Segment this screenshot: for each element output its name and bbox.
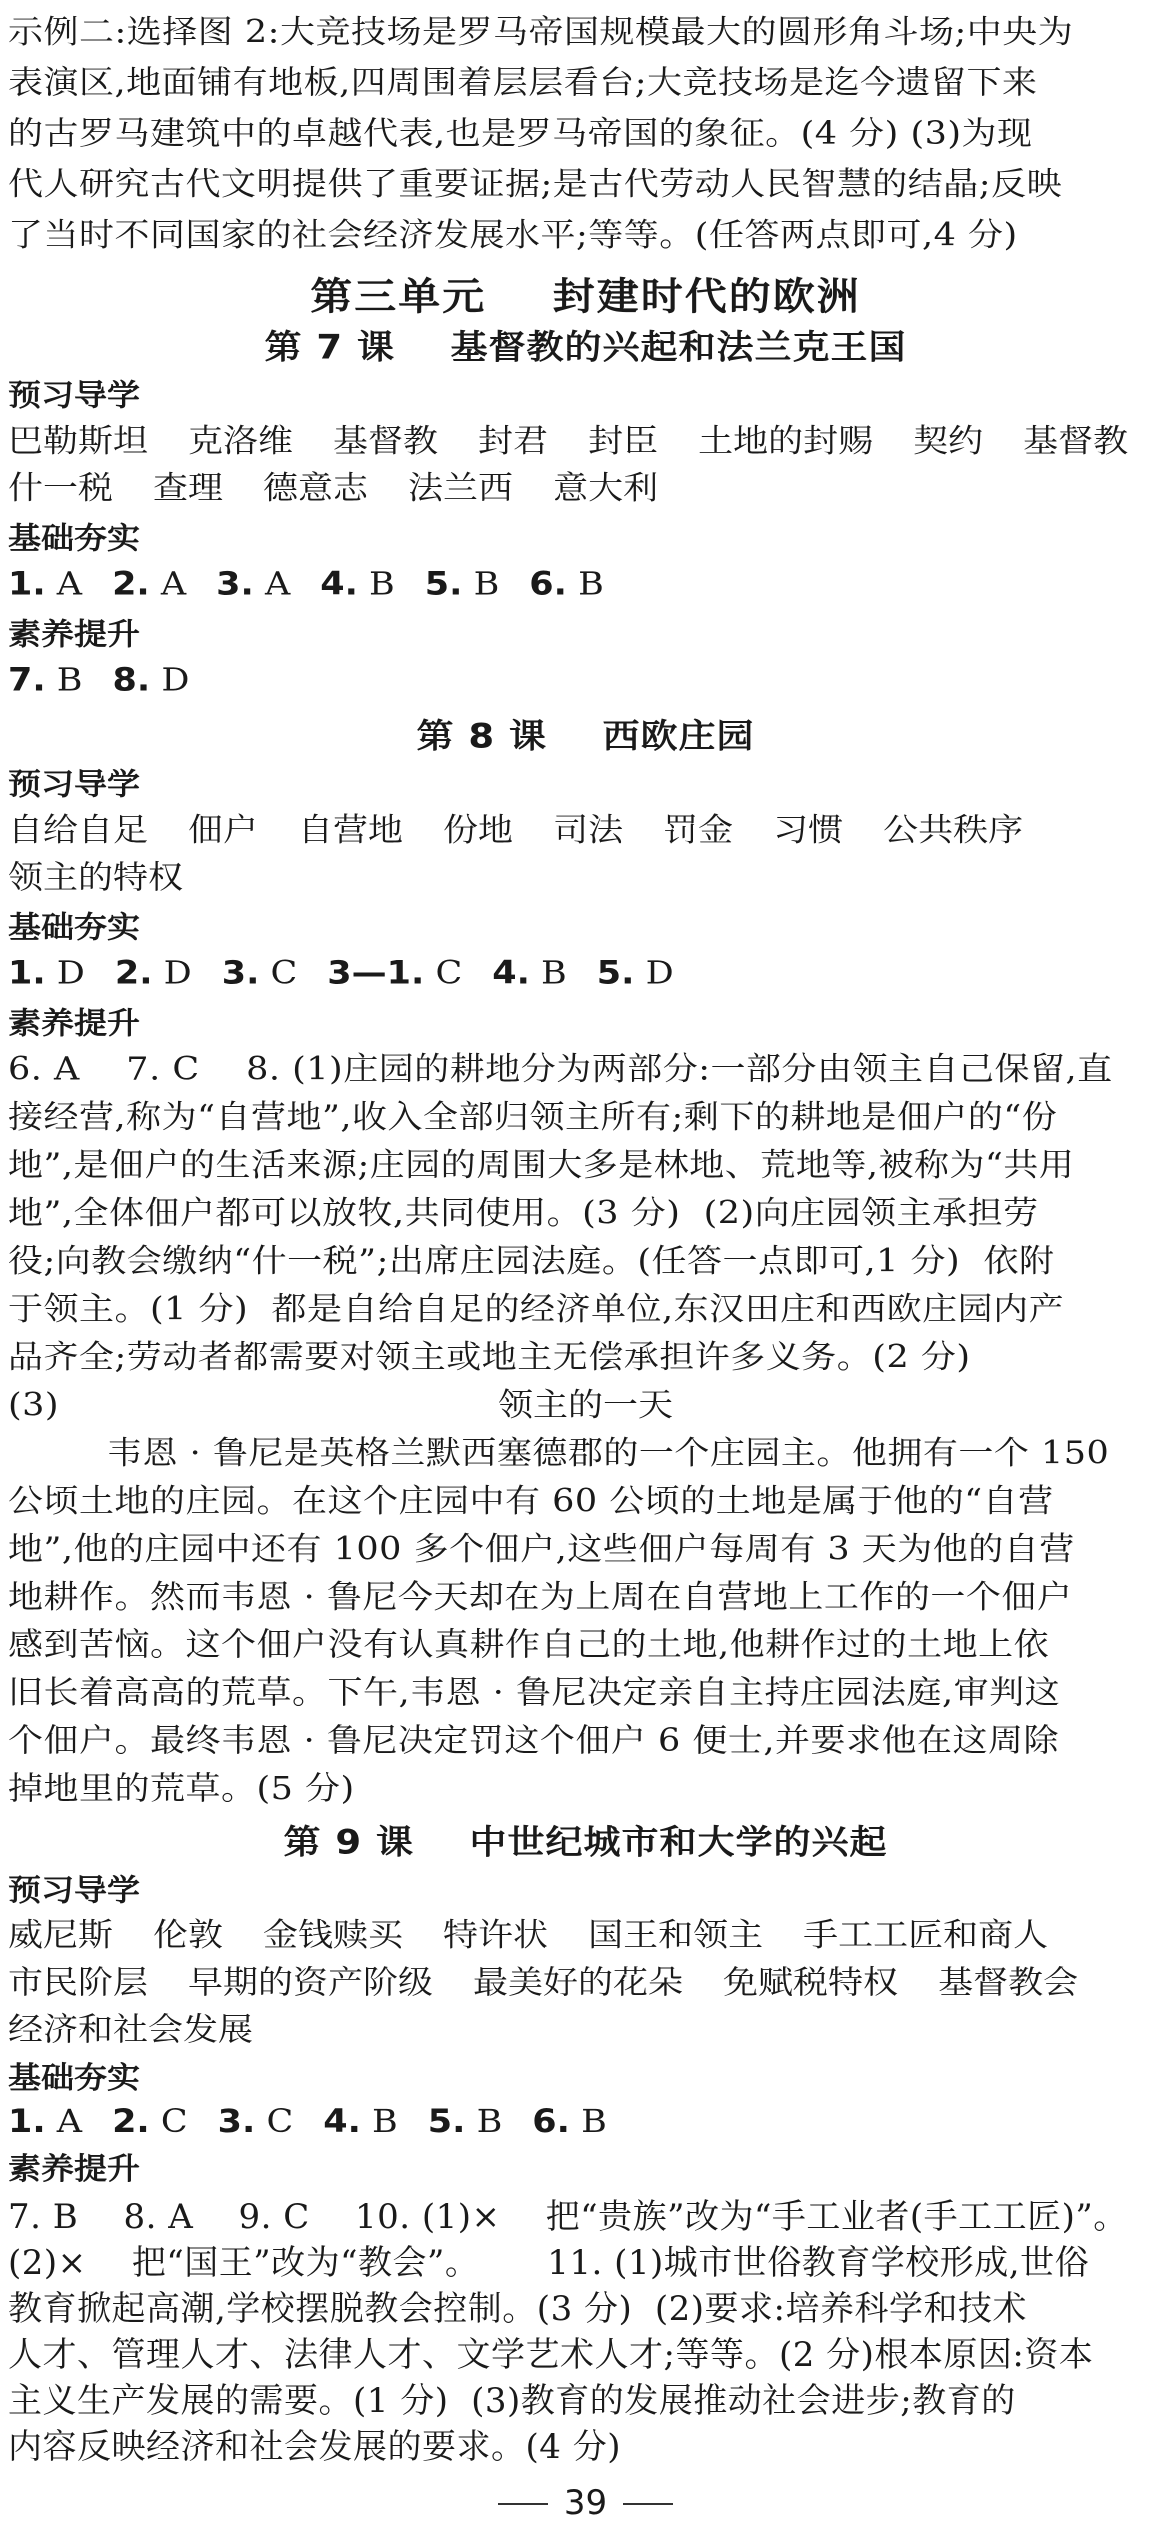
term: 习惯 xyxy=(773,812,844,849)
essay-line: 掉地里的荒草。(5 分) xyxy=(8,1771,355,1808)
term: 封臣 xyxy=(588,423,659,460)
term: 什一税 xyxy=(8,470,114,507)
term: 国王和领主 xyxy=(588,1917,764,1954)
lesson-8-basic-answers xyxy=(8,950,704,997)
term: 佃户 xyxy=(188,812,259,849)
term: 巴勒斯坦 xyxy=(8,423,149,460)
answer-item: 6. B xyxy=(529,566,604,603)
essay-title: 领主的一天 xyxy=(497,1387,673,1424)
lesson-8-terms-line-2 xyxy=(8,854,223,901)
term: 公共秩序 xyxy=(883,812,1024,849)
lesson-7-terms-line-2 xyxy=(8,465,698,512)
answer-item: 1. A xyxy=(8,566,83,603)
lesson-8-improve-label: 素养提升 xyxy=(8,1005,140,1041)
lesson-9-title: 第 9 课 中世纪城市和大学的兴起 xyxy=(283,1822,888,1862)
term: 自给自足 xyxy=(8,812,149,849)
answer-item: 1. D xyxy=(8,955,85,992)
dash-decoration xyxy=(623,2503,673,2505)
term: 领主的特权 xyxy=(8,859,184,896)
lesson-7-improve-label: 素养提升 xyxy=(8,616,140,652)
answer-item: 2. C xyxy=(112,2104,188,2141)
term: 金钱赎买 xyxy=(263,1917,404,1954)
lesson-9-terms-line-3 xyxy=(8,2006,293,2053)
term: 经济和社会发展 xyxy=(8,2011,254,2049)
answer-item: 2. D xyxy=(114,955,192,992)
term: 早期的资产阶级 xyxy=(188,1964,434,2001)
term: 特许状 xyxy=(443,1917,549,1954)
lesson-8-title: 第 8 课 西欧庄园 xyxy=(416,716,755,756)
term: 意大利 xyxy=(553,470,659,507)
page-number xyxy=(0,2478,1171,2528)
essay-line: 地耕作。然而韦恩 · 鲁尼今天却在为上周在自营地上工作的一个佃户 xyxy=(8,1579,1073,1616)
intro-line: 表演区,地面铺有地板,四周围着层层看台;大竞技场是迄今遗留下来 xyxy=(8,65,1038,102)
answer-item: 4. B xyxy=(492,955,567,992)
answer-item: 3. A xyxy=(216,566,291,603)
essay-line: 个佃户。最终韦恩 · 鲁尼决定罚这个佃户 6 便士,并要求他在这周除 xyxy=(8,1723,1060,1760)
intro-line: 代人研究古代文明提供了重要证据;是古代劳动人民智慧的结晶;反映 xyxy=(8,166,1063,203)
lesson-9-preview-label: 预习导学 xyxy=(8,1872,140,1908)
lesson-8-improve-line: 于领主。(1 分) 都是自给自足的经济单位,东汉田庄和西欧庄园内产 xyxy=(8,1291,1065,1328)
term: 德意志 xyxy=(263,470,369,507)
term: 自营地 xyxy=(298,812,404,849)
lesson-9-improve-line: 教育掀起高潮,学校摆脱教会控制。(3 分) (2)要求:培养科学和技术 xyxy=(8,2288,1028,2329)
lesson-9-basic-answers xyxy=(8,2099,637,2146)
dash-decoration xyxy=(498,2503,548,2505)
lesson-7-title: 第 7 课 基督教的兴起和法兰克王国 xyxy=(264,327,907,367)
answer-item: 1. A xyxy=(8,2104,83,2141)
lesson-8-improve-line: 品齐全;劳动者都需要对领主或地主无偿承担许多义务。(2 分) xyxy=(8,1339,971,1376)
intro-line: 示例二:选择图 2:大竞技场是罗马帝国规模最大的圆形角斗场;中央为 xyxy=(8,14,1074,51)
answer-item: 3. C xyxy=(221,955,298,992)
term: 市民阶层 xyxy=(8,1964,149,2001)
term: 威尼斯 xyxy=(8,1917,114,1954)
lesson-8-basic-label: 基础夯实 xyxy=(8,909,140,945)
answer-item: 6. B xyxy=(532,2104,607,2141)
answer-item: 8. D xyxy=(112,662,190,699)
essay-line: 公顷土地的庄园。在这个庄园中有 60 公顷的土地是属于他的“自营 xyxy=(8,1483,1054,1520)
lesson-7-basic-answers xyxy=(8,561,634,608)
intro-line: 了当时不同国家的社会经济发展水平;等等。(任答两点即可,4 分) xyxy=(8,217,1018,254)
term: 份地 xyxy=(443,812,514,849)
term: 查理 xyxy=(153,470,224,507)
answer-item: 5. D xyxy=(596,955,674,992)
term: 基督教会 xyxy=(938,1964,1079,2001)
answer-item: 3—1. C xyxy=(327,955,463,992)
term: 克洛维 xyxy=(188,423,294,460)
lesson-9-improve-line: 主义生产发展的需要。(1 分) (3)教育的发展推动社会进步;教育的 xyxy=(8,2380,1016,2421)
answer-item: 3. C xyxy=(217,2104,294,2141)
lesson-7-preview-label: 预习导学 xyxy=(8,377,140,413)
lesson-8-improve-line: 地”,是佃户的生活来源;庄园的周围大多是林地、荒地等,被称为“共用 xyxy=(8,1147,1075,1184)
answer-item: 5. B xyxy=(427,2104,503,2141)
term: 封君 xyxy=(478,423,549,460)
term: 基督教 xyxy=(333,423,439,460)
term: 免赋税特权 xyxy=(723,1964,899,2001)
lesson-9-terms-line-1 xyxy=(8,1912,1088,1959)
term: 契约 xyxy=(913,423,984,460)
term: 司法 xyxy=(553,812,624,849)
answer-item: 7. B xyxy=(8,662,83,699)
lesson-9-improve-line: 7. B 8. A 9. C 10. (1)× 把“贵族”改为“手工业者(手工工匠)”。 xyxy=(8,2196,1128,2237)
lesson-9-terms-line-2 xyxy=(8,1959,1118,2006)
page-number-value: 39 xyxy=(563,2482,608,2523)
lesson-9-improve-line: 内容反映经济和社会发展的要求。(4 分) xyxy=(8,2426,621,2467)
lesson-8-improve-line: 6. A 7. C 8. (1)庄园的耕地分为两部分:一部分由领主自己保留,直 xyxy=(8,1051,1113,1088)
answer-item: 5. B xyxy=(424,566,500,603)
intro-line: 的古罗马建筑中的卓越代表,也是罗马帝国的象征。(4 分) (3)为现 xyxy=(8,115,1033,153)
lesson-7-basic-label: 基础夯实 xyxy=(8,520,140,556)
term: 最美好的花朵 xyxy=(473,1964,684,2001)
answer-item: 4. B xyxy=(320,566,395,603)
lesson-9-improve-label: 素养提升 xyxy=(8,2151,140,2187)
term: 罚金 xyxy=(663,812,734,849)
answer-item: 4. B xyxy=(323,2104,398,2141)
essay-line: 旧长着高高的荒草。下午,韦恩 · 鲁尼决定亲自主持庄园法庭,审判这 xyxy=(8,1675,1061,1712)
lesson-9-improve-line: (2)× 把“国王”改为“教会”。 11. (1)城市世俗教育学校形成,世俗 xyxy=(8,2242,1090,2283)
term: 手工工匠和商人 xyxy=(803,1917,1049,1954)
unit-title: 第三单元 封建时代的欧洲 xyxy=(310,274,861,319)
lesson-9-improve-line: 人才、管理人才、法律人才、文学艺术人才;等等。(2 分)根本原因:资本 xyxy=(8,2334,1094,2375)
essay-line: 感到苦恼。这个佃户没有认真耕作自己的土地,他耕作过的土地上依 xyxy=(8,1627,1050,1664)
essay-line: 地”,他的庄园中还有 100 多个佃户,这些佃户每周有 3 天为他的自营 xyxy=(8,1531,1075,1568)
term: 土地的封赐 xyxy=(698,423,874,460)
essay-line: 韦恩 · 鲁尼是英格兰默西塞德郡的一个庄园主。他拥有一个 150 xyxy=(107,1435,1110,1472)
lesson-8-improve-line: 役;向教会缴纳“什一税”;出席庄园法庭。(任答一点即可,1 分) 依附 xyxy=(8,1243,1055,1280)
answer-item: 2. A xyxy=(112,566,187,603)
lesson-8-improve-line: 接经营,称为“自营地”,收入全部归领主所有;剩下的耕地是佃户的“份 xyxy=(8,1099,1058,1136)
lesson-8-preview-label: 预习导学 xyxy=(8,766,140,802)
term: 基督教 xyxy=(1023,423,1129,460)
lesson-7-improve-answers xyxy=(8,657,219,704)
lesson-8-terms-line-1 xyxy=(8,807,1063,854)
lesson-7-terms-line-1 xyxy=(8,418,1168,465)
essay-number: (3) xyxy=(8,1387,60,1424)
term: 法兰西 xyxy=(408,470,514,507)
lesson-8-improve-line: 地”,全体佃户都可以放牧,共同使用。(3 分) (2)向庄园领主承担劳 xyxy=(8,1195,1039,1232)
lesson-9-basic-label: 基础夯实 xyxy=(8,2059,140,2096)
term: 伦敦 xyxy=(153,1917,224,1954)
